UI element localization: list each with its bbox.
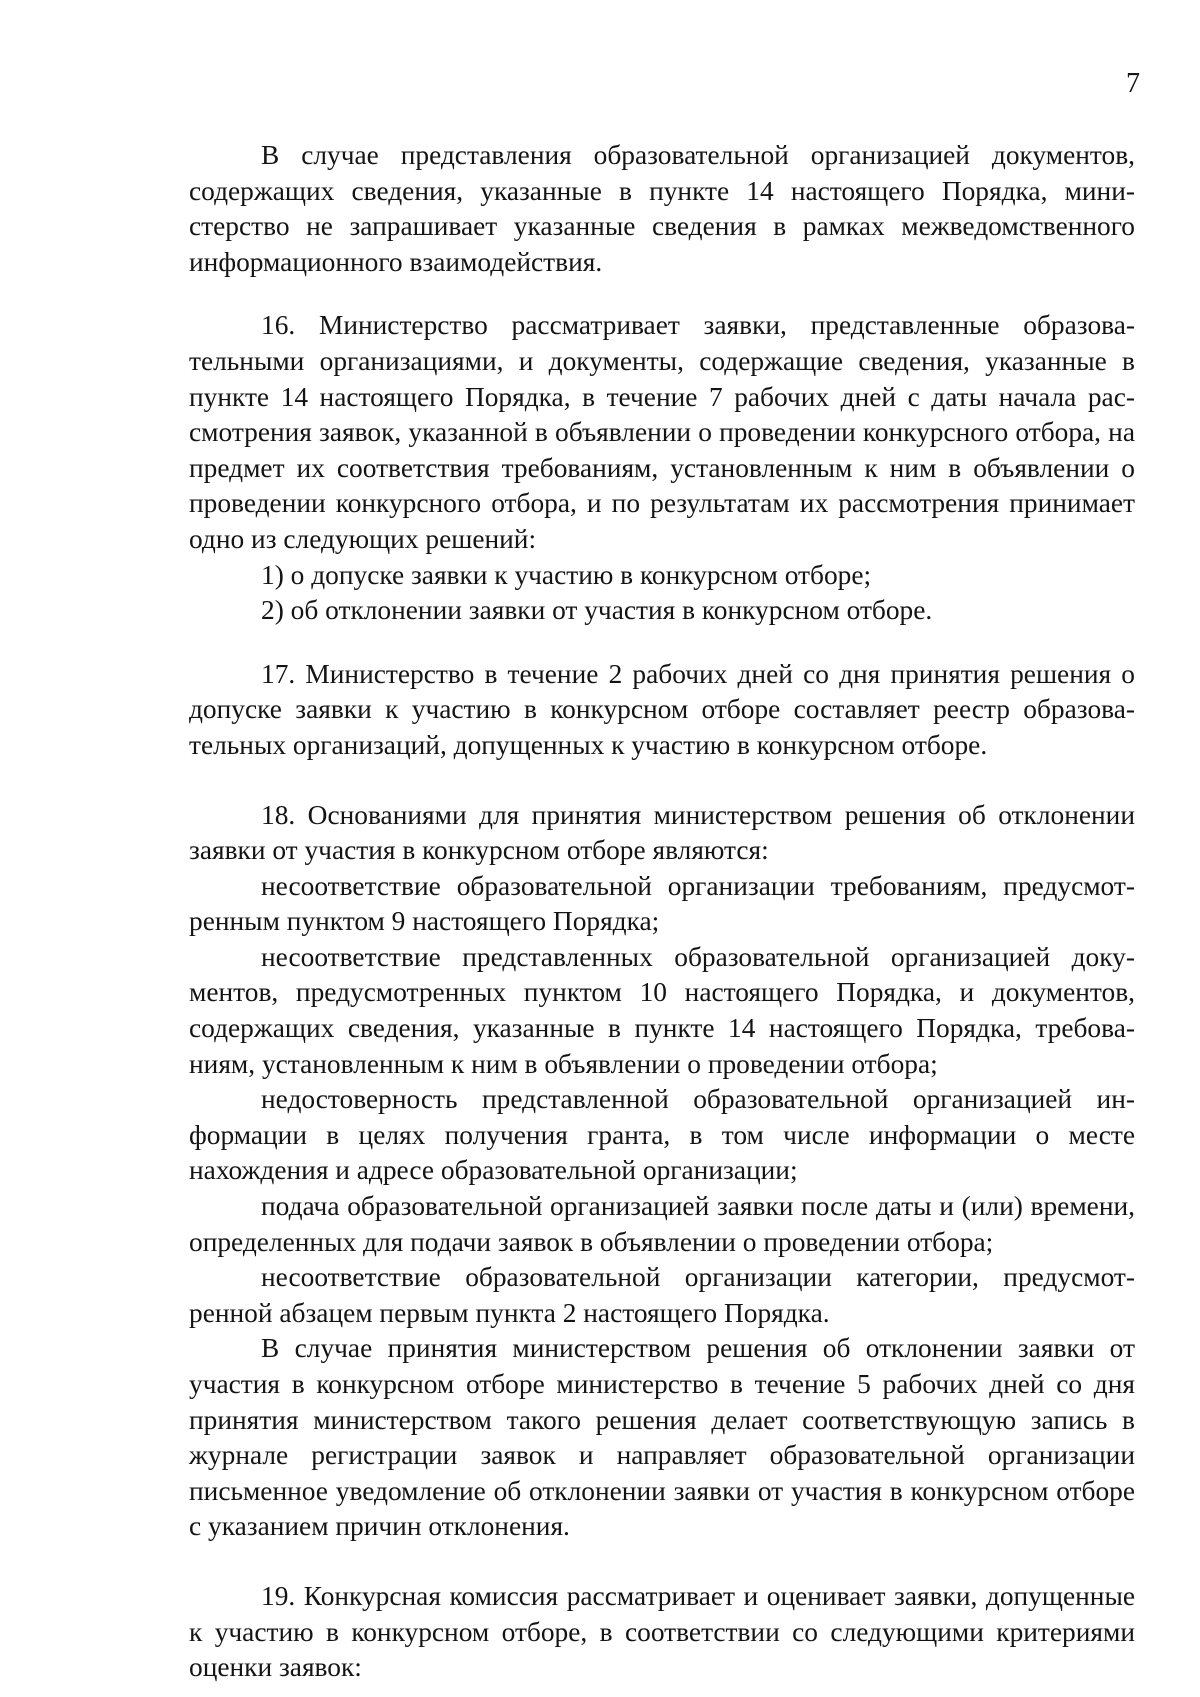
paragraph: подача образовательной организацией заявки после даты и (или) времени, определенных для подачи заявок в объявлении о проведении отбора; <box>189 1191 1135 1257</box>
paragraph: 18. Основаниями для принятия министерством решения об отклонении заявки от участия в конкурсном отборе являются: <box>189 799 1135 866</box>
paragraph: 17. Министерство в течение 2 рабочих дней со дня принятия решения о допуске заявки к участию в конкурсном отборе составляет реестр образовательных организаций, допущенных к участию в конкурсном отборе. <box>189 658 1135 760</box>
paragraph: 2) об отклонении заявки от участия в конкурсном отборе. <box>261 595 933 626</box>
paragraph: несоответствие представленных образовательной организацией документов, предусмотренных пунктом 10 настоящего Порядка, и документов, содержащих сведения, указанные в пункте 14 настоящего Порядка, требованиям, установленным к ним в объявлении о проведении отбора; <box>189 941 1135 1079</box>
paragraph: недостоверность представленной образовательной организацией информации в целях получения гранта, в том числе информации о месте нахождения и адресе образовательной организации; <box>189 1084 1135 1186</box>
paragraph: несоответствие образовательной организации категории, предусмотренной абзацем первым пункта 2 настоящего Порядка. <box>189 1262 1135 1328</box>
paragraph: 1) о допуске заявки к участию в конкурсном отборе; <box>261 559 872 590</box>
document-body <box>189 138 1135 1686</box>
page-number: 7 <box>1126 68 1140 99</box>
paragraph: 19. Конкурсная комиссия рассматривает и оценивает заявки, допущенные к участию в конкурсном отборе, в соответствии со следующими критериями оценки заявок: <box>189 1580 1135 1683</box>
paragraph-spacer <box>189 629 1135 657</box>
paragraph-spacer <box>189 764 1135 798</box>
paragraph: несоответствие образовательной организации требованиям, предусмотренным пунктом 9 настоящего Порядка; <box>189 870 1135 937</box>
paragraph: В случае представления образовательной организацией документов, содержащих сведения, указанные в пункте 14 настоящего Порядка, министерство не запрашивает указанные сведения в рамках межведомственного информационного взаимодействия. <box>189 140 1135 277</box>
paragraph: В случае принятия министерством решения об отклонении заявки от участия в конкурсном отборе министерство в течение 5 рабочих дней со дня принятия министерством такого решения делает соответствующую запись в журнале регистрации заявок и направляет образовательной организации письменное уведомление об отклонении заявки от участия в конкурсном отборе с указанием причин отклонения. <box>189 1333 1135 1542</box>
paragraph-spacer <box>189 280 1135 308</box>
paragraph: 16. Министерство рассматривает заявки, представленные образовательными организациями, и документы, содержащие сведения, указанные в пункте 14 настоящего Порядка, в течение 7 рабочих дней с даты начала рассмотрения заявок, указанной в объявлении о проведении конкурсного отбора, на предмет их соответствия требованиям, установленным к ним в объявлении о проведении конкурсного отбора, и по результатам их рассмотрения принимает одно из следующих решений: <box>189 310 1135 554</box>
paragraph-spacer <box>189 1545 1135 1579</box>
